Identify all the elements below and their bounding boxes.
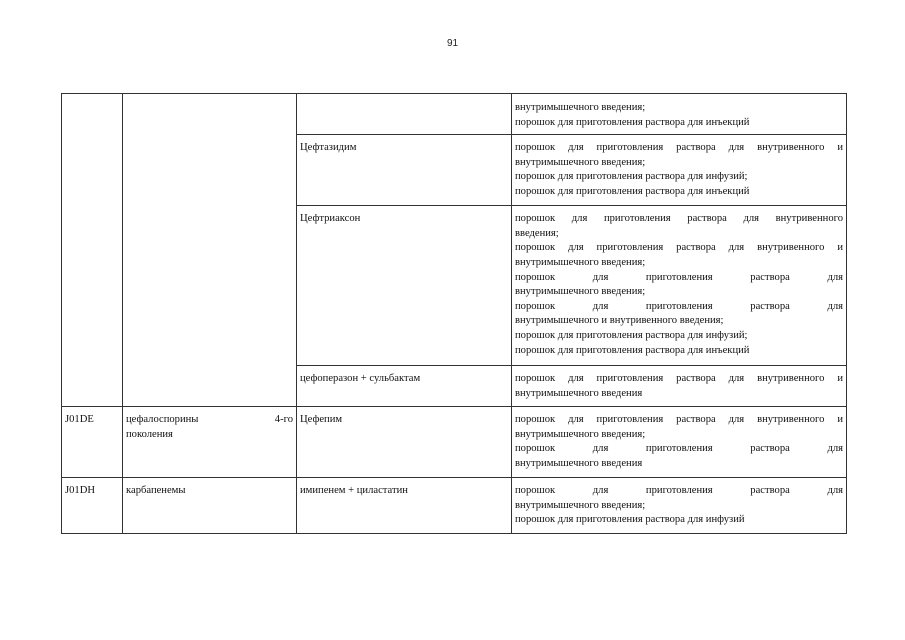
dosage-forms-cell: порошок для приготовления раствора для внутривенного и внутримышечного введения [512,366,847,407]
dosage-forms-cell: порошок для приготовления раствора для внутривенного и внутримышечного введения; порошок для приготовления раствора для внутримышечного введения [512,407,847,478]
drug-name-cell [297,94,512,135]
atc-group-cell: цефалоспорины 4-го поколения [123,407,297,478]
table-row [62,478,847,534]
table-row [62,94,847,135]
dosage-forms-cell: порошок для приготовления раствора для внутривенного введения; порошок для приготовления раствора для внутривенного и внутримышечного введения; порошок для приготовления раствора для внутримышечного введения; порошок для приготовления раствора для внутримышечного и внутривенного введения; порошок для приготовления раствора для инфузий; порошок для приготовления раствора для инъекций [512,206,847,366]
dosage-forms-cell: порошок для приготовления раствора для внутримышечного введения; порошок для приготовления раствора для инфузий [512,478,847,534]
atc-code-cell [62,94,123,407]
page-number: 91 [446,38,459,49]
dosage-forms-cell: порошок для приготовления раствора для внутривенного и внутримышечного введения; порошок для приготовления раствора для инфузий; порошок для приготовления раствора для инъекций [512,135,847,206]
table-row [62,407,847,478]
drug-name-cell: имипенем + циластатин [297,478,512,534]
drug-name-cell: Цефепим [297,407,512,478]
atc-group-cell: карбапенемы [123,478,297,534]
dosage-forms-cell: внутримышечного введения; порошок для приготовления раствора для инъекций [512,94,847,135]
drug-name-cell: Цефтриаксон [297,206,512,366]
drug-name-cell: цефоперазон + сульбактам [297,366,512,407]
atc-code-cell: J01DH [62,478,123,534]
atc-group-cell [123,94,297,407]
atc-code-cell: J01DE [62,407,123,478]
drug-name-cell: Цефтазидим [297,135,512,206]
drug-table [61,93,847,534]
